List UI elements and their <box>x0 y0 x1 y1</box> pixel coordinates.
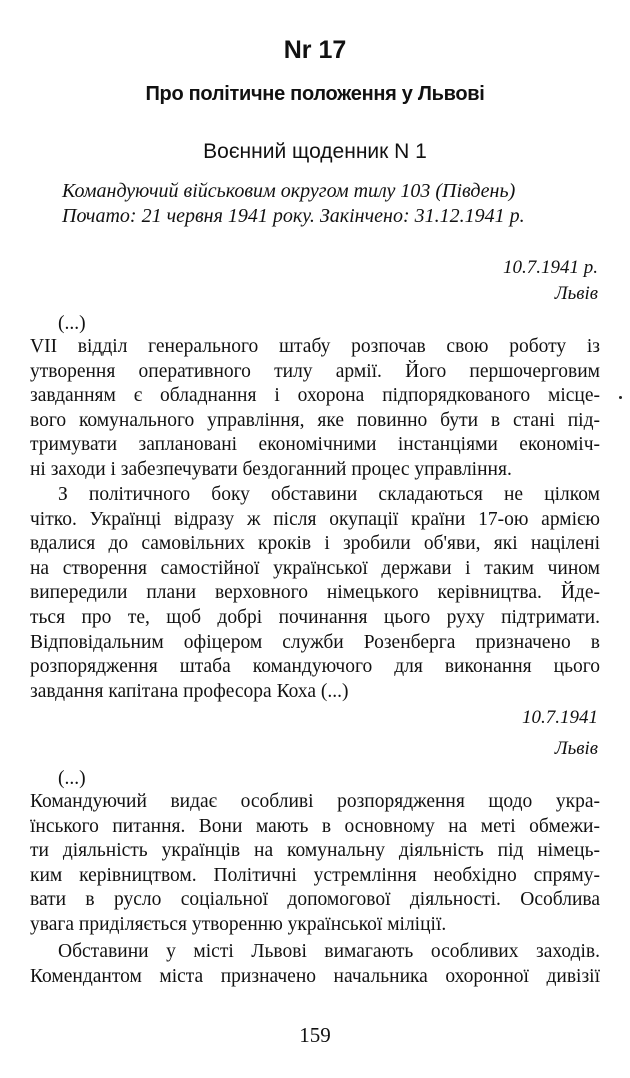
text-line: вдалися до самовільних кроків і зробили об'яви, які націлені <box>30 533 600 555</box>
text-line: Командуючий видає особливі розпорядження щодо укра- <box>30 791 600 812</box>
text-line: їнського питання. Вони мають в основному на меті обмежи- <box>30 815 600 837</box>
text-line: ні заходи і забезпечувати бездоганний процес управління. <box>30 458 512 480</box>
entry1-paragraph-1 <box>30 335 600 483</box>
entry2-ellipsis: (...) <box>58 768 86 789</box>
source-line-1: Командуючий військовим округом тилу 103 (Південь) <box>62 180 516 202</box>
text-line: ться про те, щоб добрі починання цього руху підтримати. <box>30 606 600 628</box>
entry2-date: 10.7.1941 <box>522 707 598 728</box>
text-line: VII відділ генерального штабу розпочав свою роботу із <box>30 336 600 357</box>
document-number: Nr 17 <box>283 36 347 64</box>
page-number: 159 <box>299 1023 331 1047</box>
text-line: З політичного боку обставини складаються не цілком <box>58 484 600 505</box>
entry1-ellipsis: (...) <box>58 313 86 334</box>
entry1-paragraph-2 <box>30 483 600 704</box>
text-line: ти діяльність українців на комунальну діяльність під німець- <box>30 840 600 862</box>
text-line: випередили плани верховного німецького керівництва. Йде- <box>30 582 600 604</box>
entry1-place: Львів <box>554 283 598 304</box>
text-line: увага приділяється утворенню української міліції. <box>30 913 447 935</box>
text-line: утворення оперативного тилу армії. Його першочерговим <box>30 360 600 382</box>
source-line-2: Почато: 21 червня 1941 року. Закінчено: 31.12.1941 р. <box>62 205 525 227</box>
text-line: Відповідальним офіцером служби Розенберга призначено в <box>30 631 600 653</box>
text-line: завданням є обладнання і охорона підпорядкованого місце- <box>30 385 600 407</box>
entry1-date: 10.7.1941 р. <box>503 257 598 278</box>
text-line: чітко. Українці відразу ж після окупації країни 17-ою армією <box>30 508 600 530</box>
text-line: розпорядження штаба командуючого для виконання цього <box>30 656 600 678</box>
text-line: вого комунального управління, яке повинно бути в стані під- <box>30 409 600 431</box>
text-line: тримувати заплановані економічними інстанціями економіч- <box>30 434 600 456</box>
text-line: вати в русло соціальної допомогової діяльності. Особлива <box>30 889 600 911</box>
entry2-place: Львів <box>554 738 598 759</box>
text-line: завдання капітана професора Коха (...) <box>30 680 349 702</box>
entry2-paragraph-1 <box>30 790 600 938</box>
text-line: ким керівництвом. Політичні устремління необхідно спряму- <box>30 864 600 886</box>
entry2-paragraph-2 <box>30 940 600 989</box>
margin-speck <box>619 396 622 399</box>
text-line: Комендантом міста призначено начальника охоронної дивізії <box>30 965 600 987</box>
document-subtitle: Воєнний щоденник N 1 <box>203 140 427 163</box>
text-line: на створення самостійної української держави і таким чином <box>30 557 600 579</box>
text-line: Обставини у місті Львові вимагають особливих заходів. <box>58 941 600 962</box>
document-title: Про політичне положення у Львові <box>145 83 485 105</box>
